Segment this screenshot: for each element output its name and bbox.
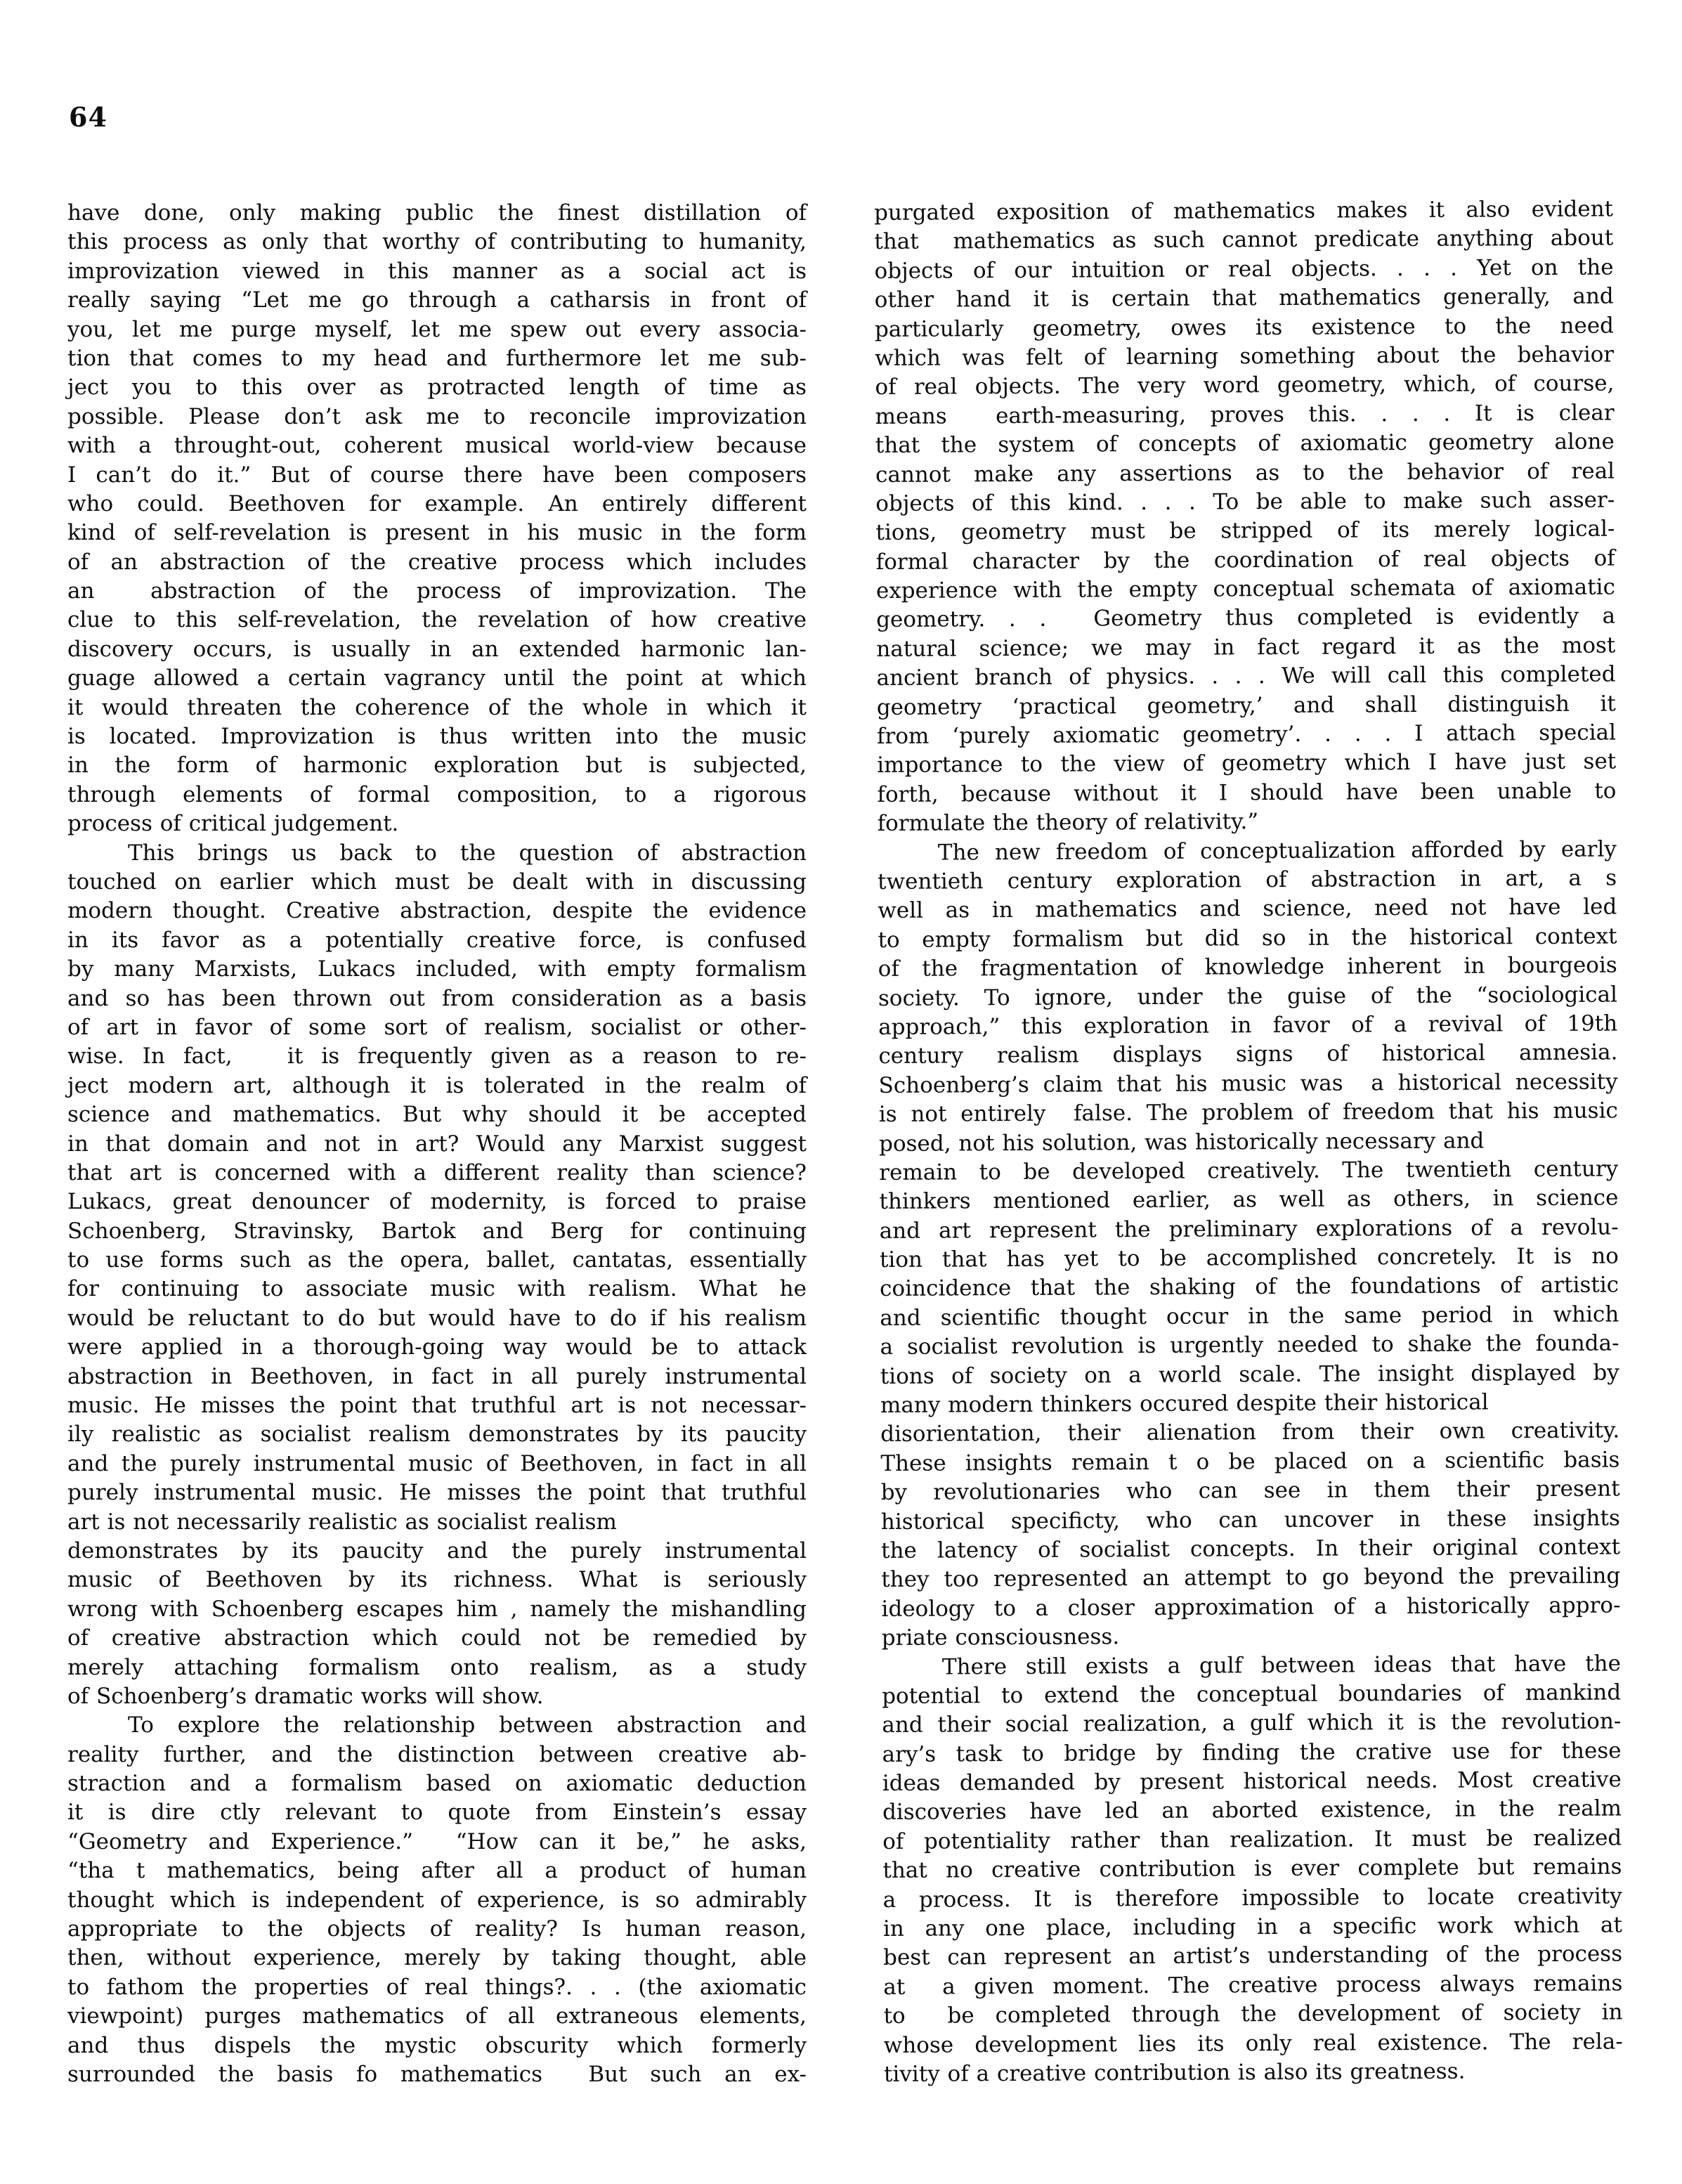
text-line: ject modern art, although it is tolerated in the realm of (67, 1072, 807, 1098)
text-line: many modern thinkers occured despite their historical (880, 1389, 1489, 1418)
text-line: century realism displays signs of historical amnesia. (878, 1039, 1618, 1070)
text-line: appropriate to the objects of reality? Is human reason, (67, 1916, 807, 1942)
text-line: well as in mathematics and science, need not have led (878, 894, 1617, 924)
text-line: ancient branch of physics. . . . We will call this completed (876, 661, 1616, 691)
text-line: to empty formalism but did so in the historical context (878, 923, 1617, 953)
text-line: modern thought. Creative abstraction, despite the evidence (67, 898, 807, 924)
text-line: discoveries have led an aborted existence, in the realm (882, 1795, 1622, 1826)
text-column-right (874, 195, 1623, 2089)
text-line: tion that has yet to be accomplished concretely. It is no (879, 1243, 1619, 1273)
text-line: a process. It is therefore impossible to locate creativity (882, 1883, 1622, 1913)
text-line: that art is concerned with a different reality than science? (67, 1159, 807, 1185)
text-line: Schoenberg’s claim that his music was a historical necessity (878, 1069, 1618, 1098)
text-line: an abstraction of the process of improvization. The (67, 578, 807, 604)
text-line: guage allowed a certain vagrancy until the point at which (67, 665, 807, 691)
text-line: process of critical judgement. (67, 811, 399, 837)
text-line: to use forms such as the opera, ballet, cantatas, essentially (67, 1247, 807, 1273)
text-line: surrounded the basis fo mathematics But such an ex- (67, 2062, 807, 2087)
text-line: formal character by the coordination of real objects of (875, 545, 1615, 575)
text-line: geometry ‘practical geometry,’ and shall distinguish it (876, 691, 1616, 720)
text-line: is not entirely false. The problem of freedom that his music (878, 1098, 1618, 1128)
text-line: These insights remain t o be placed on a scientific basis (880, 1447, 1620, 1476)
text-line: posed, not his solution, was historically necessary and (878, 1127, 1485, 1157)
text-line: remain to be developed creatively. The twentieth century (879, 1156, 1619, 1185)
text-line: of creative abstraction which could not be remedied by (67, 1625, 807, 1651)
text-line: ideology to a closer approximation of a historically appro- (881, 1592, 1621, 1622)
text-line: of the fragmentation of knowledge inherent in bourgeois (878, 952, 1617, 982)
page-number: 64 (69, 101, 107, 133)
text-line: ily realistic as socialist realism demonstrates by its paucity (67, 1422, 807, 1448)
text-line: Lukacs, great denouncer of modernity, is forced to praise (67, 1189, 807, 1215)
text-line: from ‘purely axiomatic geometry’. . . . I attach special (876, 720, 1617, 750)
text-line: of an abstraction of the creative process which includes (67, 549, 807, 575)
text-line: particularly geometry, owes its existence to the need (874, 313, 1615, 342)
text-line: have done, only making public the finest distillation of (67, 200, 807, 226)
text-line: then, without experience, merely by taking thought, able (67, 1945, 807, 1971)
text-line: importance to the view of geometry which I have just set (877, 748, 1617, 779)
text-line: and so has been thrown out from consideration as a basis (67, 985, 807, 1011)
text-line: “Geometry and Experience.” “How can it be,” he asks, (67, 1828, 807, 1854)
text-line: objects of this kind. . . . To be able to make such asser- (875, 487, 1615, 516)
text-line: in any one place, including in a specific work which at (882, 1912, 1622, 1942)
text-line: “tha t mathematics, being after all a product of human (67, 1858, 807, 1884)
text-line: other hand it is certain that mathematics generally, and (874, 283, 1614, 313)
text-line: wrong with Schoenberg escapes him , namely the mishandling (67, 1596, 807, 1622)
text-line: that no creative contribution is ever complete but remains (882, 1854, 1622, 1884)
text-line: a socialist revolution is urgently needed to shake the founda- (880, 1330, 1619, 1360)
text-line: There still exists a gulf between ideas that have the (941, 1650, 1622, 1680)
text-line: art is not necessarily realistic as socialist realism (67, 1509, 617, 1535)
text-line: demonstrates by its paucity and the purely instrumental (67, 1538, 807, 1564)
text-line: that the system of concepts of axiomatic geometry alone (875, 429, 1615, 459)
text-line: that mathematics as such cannot predicate anything about (874, 225, 1614, 255)
text-line: reality further, and the distinction between creative ab- (67, 1741, 807, 1767)
text-line: The new freedom of conceptualization afforded by early (937, 836, 1617, 866)
text-line: the latency of socialist concepts. In their original context (880, 1534, 1621, 1564)
text-line: viewpoint) purges mathematics of all extraneous elements, (67, 2003, 807, 2029)
text-line: straction and a formalism based on axiomatic deduction (67, 1771, 807, 1797)
text-line: is located. Improvization is thus written into the music (67, 724, 807, 750)
text-line: thought which is independent of experience, is so admirably (67, 1887, 807, 1913)
text-line: and art represent the preliminary explorations of a revolu- (879, 1214, 1619, 1244)
text-line: objects of our intuition or real objects. . . . Yet on the (874, 254, 1614, 284)
text-line: to be completed through the development of society in (883, 1999, 1623, 2029)
text-line: tions, geometry must be stripped of its merely logical- (875, 516, 1615, 546)
text-line: this process as only that worthy of contributing to humanity, (67, 229, 807, 255)
text-line: in the form of harmonic exploration but is subjected, (67, 753, 807, 779)
text-line: music of Beethoven by its richness. What is seriously (67, 1567, 807, 1593)
text-line: best can represent an artist’s understanding of the process (883, 1941, 1623, 1971)
text-line: approach,” this exploration in favor of a revival of 19th (878, 1010, 1618, 1040)
text-line: Schoenberg, Stravinsky, Bartok and Berg for continuing (67, 1218, 807, 1244)
text-line: thinkers mentioned earlier, as well as others, in science (879, 1185, 1619, 1215)
text-line: This brings us back to the question of abstraction (128, 840, 807, 866)
text-line: and thus dispels the mystic obscurity which formerly (67, 2032, 807, 2058)
text-line: ject you to this over as protracted length of time as (67, 375, 807, 401)
text-line: they too represented an attempt to go beyond the prevailing (881, 1563, 1621, 1593)
text-line: of potentiality rather than realization. It must be realized (882, 1825, 1622, 1854)
text-line: improvization viewed in this manner as a social act is (67, 258, 807, 284)
text-line: geometry. . . Geometry thus completed is evidently a (876, 603, 1616, 633)
text-line: with a throught-out, coherent musical world-view because (67, 433, 807, 459)
text-line: and the purely instrumental music of Beethoven, in fact in all (67, 1450, 807, 1476)
text-line: twentieth century exploration of abstraction in art, a s (877, 865, 1617, 895)
text-line: cannot make any assertions as to the behavior of real (875, 458, 1615, 488)
text-line: clue to this self-revelation, the revelation of how creative (67, 607, 807, 633)
text-line: To explore the relationship between abstraction and (128, 1712, 807, 1738)
text-line: tivity of a creative contribution is also its greatness. (883, 2058, 1466, 2087)
text-line: formulate the theory of relativity.” (877, 809, 1259, 837)
text-line: kind of self-revelation is present in his music in the form (67, 520, 807, 546)
text-line: tions of society on a world scale. The insight displayed by (880, 1360, 1619, 1389)
text-line: to fathom the properties of real things?. . . (the axiomatic (67, 1974, 807, 2000)
text-line: abstraction in Beethoven, in fact in all purely instrumental (67, 1363, 807, 1389)
text-line: and their social realization, a gulf which it is the revolution- (882, 1708, 1622, 1738)
text-line: ideas demanded by present historical needs. Most creative (882, 1767, 1622, 1797)
text-line: by many Marxists, Lukacs included, with empty formalism (67, 956, 807, 982)
text-line: merely attaching formalism onto realism, as a study (67, 1654, 807, 1680)
text-line: really saying “Let me go through a catharsis in front of (67, 287, 807, 313)
text-line: by revolutionaries who can see in them their present (880, 1476, 1620, 1506)
text-line: for continuing to associate music with realism. What he (67, 1276, 807, 1302)
text-line: of Schoenberg’s dramatic works will show. (67, 1683, 544, 1709)
text-line: possible. Please don’t ask me to reconcile improvization (67, 403, 807, 429)
text-line: science and mathematics. But why should it be accepted (67, 1102, 807, 1128)
text-line: touched on earlier which must be dealt with in discussing (67, 869, 807, 895)
text-line: disorientation, their alienation from their own creativity. (880, 1417, 1620, 1448)
text-line: who could. Beethoven for example. An entirely different (67, 490, 807, 516)
text-line: natural science; we may in fact regard it as the most (876, 632, 1616, 662)
text-line: wise. In fact, it is frequently given as a reason to re- (67, 1044, 807, 1070)
text-line: forth, because without it I should have been unable to (877, 778, 1617, 807)
text-line: purely instrumental music. He misses the point that truthful (67, 1480, 807, 1506)
text-line: in its favor as a potentially creative force, is confused (67, 927, 807, 953)
text-line: music. He misses the point that truthful art is not necessar- (67, 1393, 807, 1419)
text-line: potential to extend the conceptual boundaries of mankind (882, 1679, 1622, 1709)
text-line: discovery occurs, is usually in an extended harmonic lan- (67, 636, 807, 662)
text-line: you, let me purge myself, let me spew out every associa- (67, 316, 807, 342)
text-column-left (67, 199, 807, 2089)
text-line: it is dire ctly relevant to quote from Einstein’s essay (67, 1800, 807, 1826)
text-line: priate consciousness. (881, 1624, 1120, 1651)
text-line: were applied in a thorough-going way would be to attack (67, 1334, 807, 1360)
text-line: of real objects. The very word geometry, which, of course, (875, 370, 1615, 401)
text-line: ary’s task to bridge by finding the crative use for these (882, 1738, 1622, 1767)
text-line: of art in favor of some sort of realism, socialist or other- (67, 1014, 807, 1040)
text-line: tion that comes to my head and furthermore let me sub- (67, 345, 807, 371)
text-line: purgated exposition of mathematics makes it also evident (874, 196, 1614, 226)
text-line: it would threaten the coherence of the whole in which it (67, 694, 807, 720)
text-line: would be reluctant to do but would have to do if his realism (67, 1305, 807, 1331)
text-line: society. To ignore, under the guise of the “sociological (878, 982, 1618, 1011)
text-line: coincidence that the shaking of the foundations of artistic (880, 1272, 1619, 1302)
text-line: and scientific thought occur in the same period in which (880, 1301, 1619, 1331)
text-line: which was felt of learning something about the behavior (875, 342, 1615, 371)
text-line: at a given moment. The creative process always remains (883, 1970, 1623, 2000)
text-line: in that domain and not in art? Would any Marxist suggest (67, 1131, 807, 1157)
text-line: experience with the empty conceptual schemata of axiomatic (875, 574, 1616, 604)
text-line: whose development lies its only real existence. The rela- (883, 2029, 1623, 2058)
text-line: means earth-measuring, proves this. . . . It is clear (875, 400, 1615, 429)
text-line: through elements of formal composition, to a rigorous (67, 781, 807, 807)
text-line: I can’t do it.” But of course there have been composers (67, 462, 807, 488)
text-line: historical specificty, who can uncover in these insights (880, 1505, 1620, 1535)
